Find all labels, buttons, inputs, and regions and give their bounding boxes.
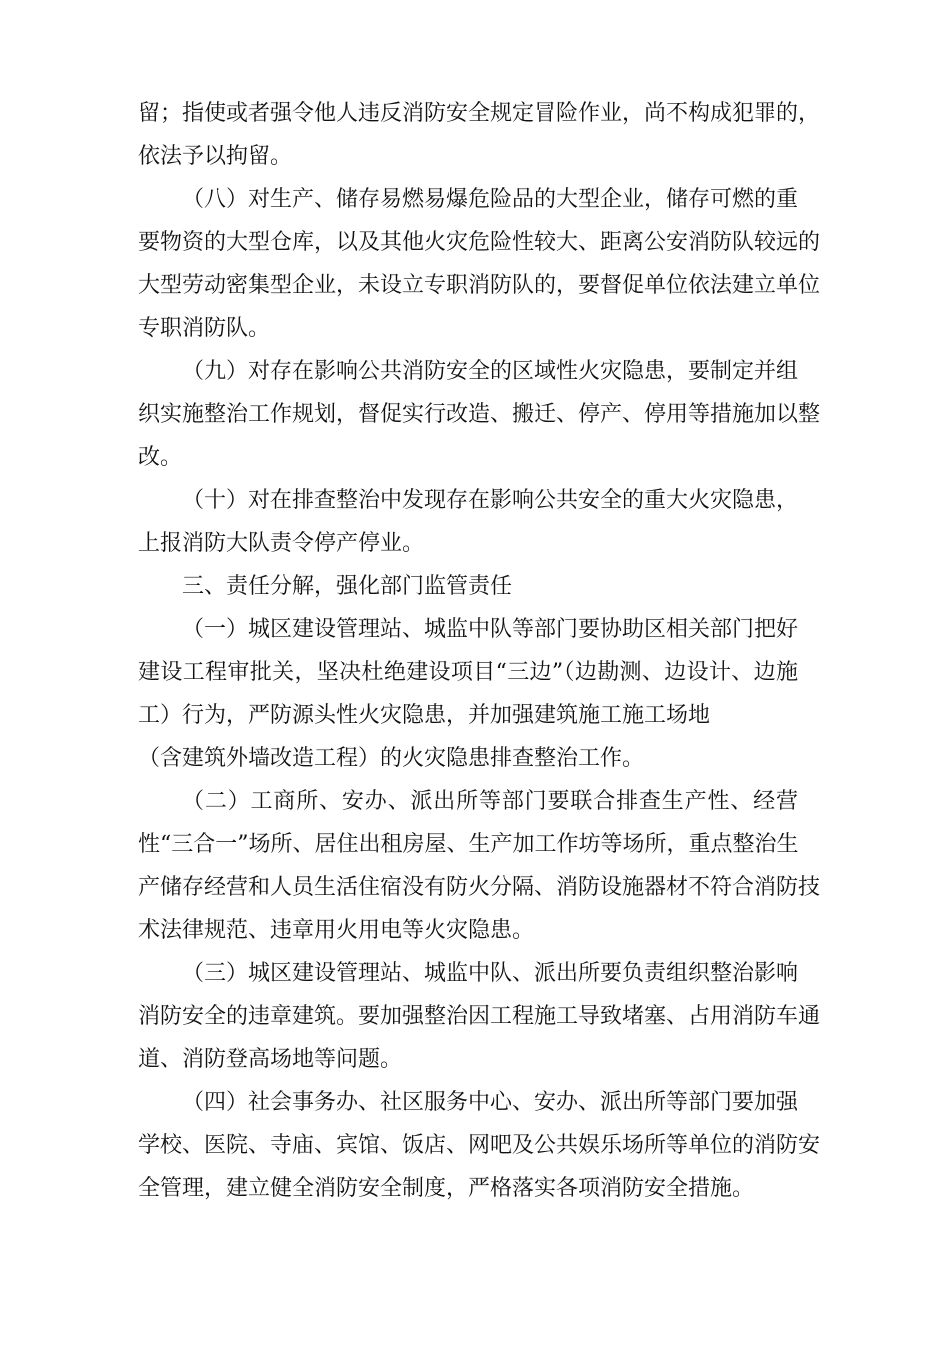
paragraph-line: （八）对生产、储存易燃易爆危险品的大型企业，储存可燃的重: [182, 187, 799, 212]
paragraph-line: 上报消防大队责令停产停业。: [138, 531, 425, 556]
paragraph-line: 消防安全的违章建筑。要加强整治因工程施工导致堵塞、占用消防车通: [138, 1004, 821, 1029]
paragraph-line: 改。: [138, 445, 183, 470]
paragraph-line: 术法律规范、违章用火用电等火灾隐患。: [138, 918, 535, 943]
paragraph-line: （一）城区建设管理站、城监中队等部门要协助区相关部门把好: [182, 617, 799, 642]
paragraph-line: 专职消防队。: [138, 316, 271, 341]
paragraph-line: 大型劳动密集型企业，未设立专职消防队的，要督促单位依法建立单位: [138, 273, 821, 298]
paragraph-line: 学校、医院、寺庙、宾馆、饭店、网吧及公共娱乐场所等单位的消防安: [138, 1133, 821, 1158]
paragraph-line: 织实施整治工作规划，督促实行改造、搬迁、停产、停用等措施加以整: [138, 402, 821, 427]
paragraph-line: 建设工程审批关，坚决杜绝建设项目“三边”（边勘测、边设计、边施: [138, 660, 798, 685]
paragraph-line: 全管理，建立健全消防安全制度，严格落实各项消防安全措施。: [138, 1176, 755, 1201]
paragraph-line: （含建筑外墙改造工程）的火灾隐患排查整治工作。: [138, 746, 645, 771]
paragraph-line: （二）工商所、安办、派出所等部门要联合排查生产性、经营: [182, 789, 798, 814]
paragraph-line: 依法予以拘留。: [138, 144, 293, 169]
paragraph-line: （三）城区建设管理站、城监中队、派出所要负责组织整治影响: [182, 961, 799, 986]
paragraph-line: 性“三合一”场所、居住出租房屋、生产加工作坊等场所，重点整治生: [138, 832, 799, 857]
paragraph-line: （九）对存在影响公共消防安全的区域性火灾隐患，要制定并组: [182, 359, 799, 384]
paragraph-line: （十）对在排查整治中发现存在影响公共安全的重大火灾隐患，: [182, 488, 799, 513]
paragraph-line: （四）社会事务办、社区服务中心、安办、派出所等部门要加强: [182, 1090, 799, 1115]
paragraph-line: 产储存经营和人员生活住宿没有防火分隔、消防设施器材不符合消防技: [138, 875, 821, 900]
paragraph-line: 道、消防登高场地等问题。: [138, 1047, 403, 1072]
paragraph-line: 工）行为，严防源头性火灾隐患，并加强建筑施工施工场地: [138, 703, 711, 728]
paragraph-line: 要物资的大型仓库，以及其他火灾危险性较大、距离公安消防队较远的: [138, 230, 821, 255]
paragraph-line: 留；指使或者强令他人违反消防安全规定冒险作业，尚不构成犯罪的，: [138, 101, 821, 126]
section-heading: 三、责任分解，强化部门监管责任: [182, 574, 513, 599]
